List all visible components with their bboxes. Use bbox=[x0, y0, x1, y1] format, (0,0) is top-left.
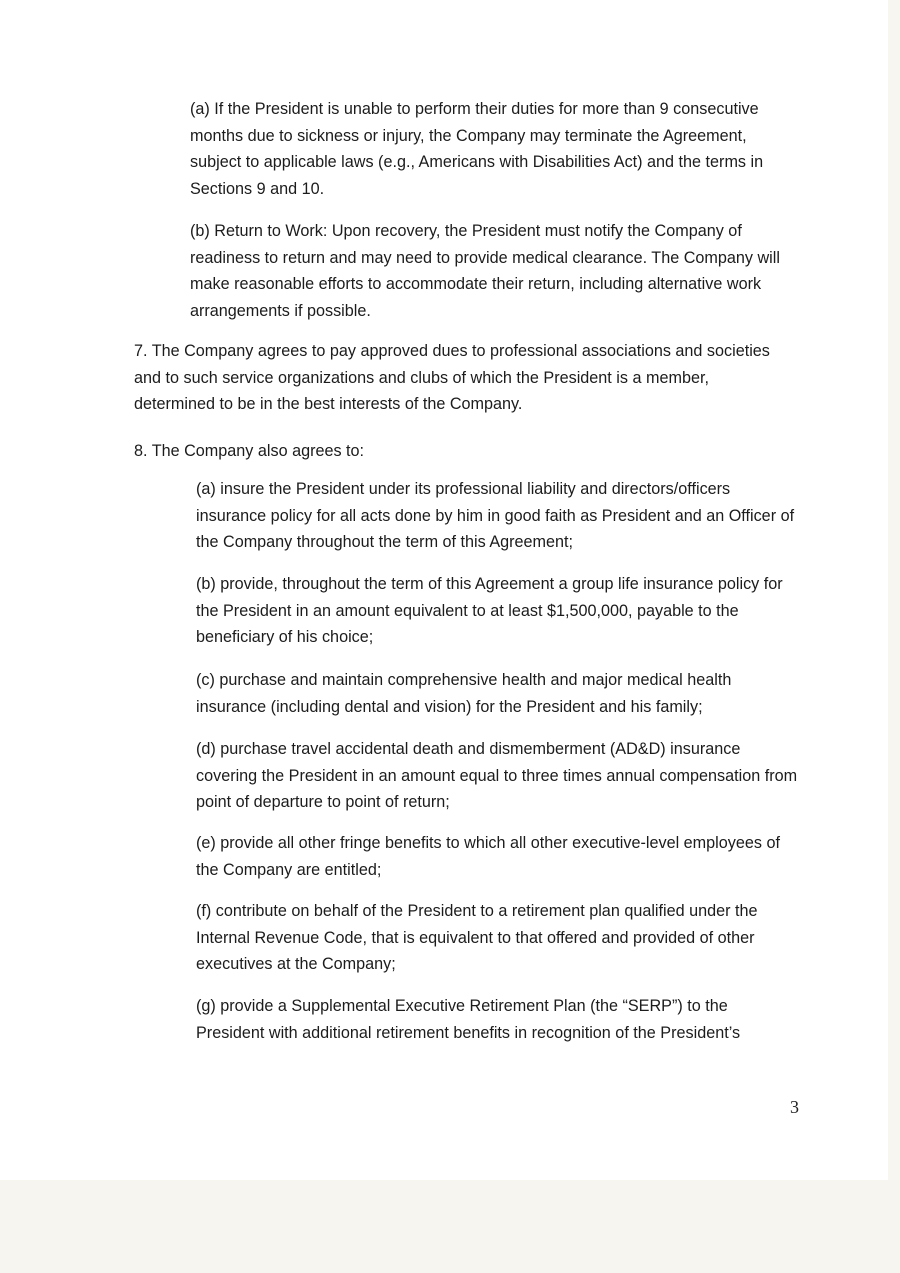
section-6-item-b: (b) Return to Work: Upon recovery, the President must notify the Company of readiness to return and may need to provide medical clearance. The Company will make reasonable efforts to accommodate their return, including alternative work arrangements if possible. bbox=[190, 222, 780, 320]
section-8-item-a: (a) insure the President under its professional liability and directors/officers insurance policy for all acts done by him in good faith as President and an Officer of the Company throughout the term of this Agreement; bbox=[196, 480, 795, 551]
section-8-item-b: (b) provide, throughout the term of this Agreement a group life insurance policy for the President in an amount equivalent to at least $1,500,000, payable to the beneficiary of his choice; bbox=[196, 575, 783, 646]
section-8-intro: 8. The Company also agrees to: bbox=[134, 442, 365, 460]
page-bottom-margin bbox=[0, 1180, 900, 1273]
section-8-item-f: (f) contribute on behalf of the President to a retirement plan qualified under the Internal Revenue Code, that is equivalent to that offered and provided of other executives at the Company; bbox=[196, 902, 758, 973]
section-8-item-g: (g) provide a Supplemental Executive Retirement Plan (the “SERP”) to the President with additional retirement benefits in recognition of the President’s bbox=[196, 997, 741, 1042]
section-8-item-d: (d) purchase travel accidental death and dismemberment (AD&D) insurance covering the President in an amount equal to three times annual compensation from point of departure to point of return; bbox=[196, 740, 798, 811]
section-8-item-c: (c) purchase and maintain comprehensive health and major medical health insurance (including dental and vision) for the President and his family; bbox=[196, 671, 732, 716]
section-7-paragraph: 7. The Company agrees to pay approved dues to professional associations and societies and to such service organizations and clubs of which the President is a member, determined to be in the best interests of the Company. bbox=[134, 342, 770, 413]
section-6-item-a: (a) If the President is unable to perform their duties for more than 9 consecutive months due to sickness or injury, the Company may terminate the Agreement, subject to applicable laws (e.g., Americans with Disabilities Act) and the terms in Sections 9 and 10. bbox=[190, 100, 764, 198]
page-number: 3 bbox=[790, 1097, 799, 1117]
section-8-item-e: (e) provide all other fringe benefits to which all other executive-level employees of the Company are entitled; bbox=[196, 834, 780, 879]
